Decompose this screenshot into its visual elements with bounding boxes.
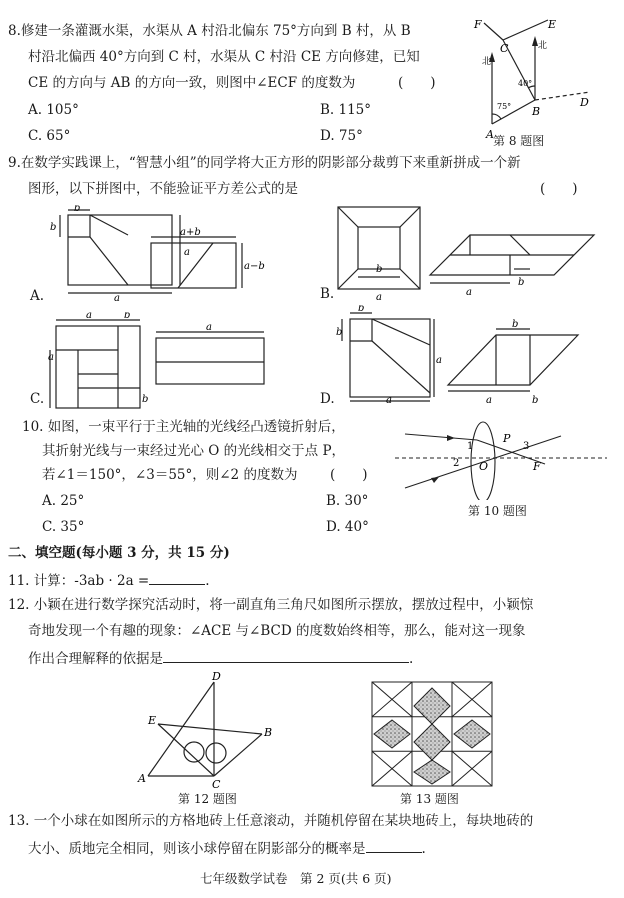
q12-line3-wrap bbox=[28, 648, 413, 668]
q8-ray-cf bbox=[484, 23, 503, 40]
q9b-b-right: b bbox=[518, 277, 525, 288]
q13-answer-blank[interactable] bbox=[366, 838, 422, 853]
q9c-a-right: a bbox=[206, 322, 212, 333]
q12-label-d: D bbox=[212, 670, 221, 683]
q9-option-a[interactable]: A. bbox=[30, 288, 45, 304]
q8-fig-caption: 第 8 题图 bbox=[493, 134, 545, 148]
q13-line2: 大小、质地完全相同，则该小球停留在阴影部分的概率是 bbox=[28, 841, 366, 857]
q10-arrow-1 bbox=[447, 435, 455, 441]
q10-label-o: O bbox=[479, 460, 489, 473]
q12-figure bbox=[128, 670, 288, 788]
q11-prefix: 11. 计算：-3ab · 2a = bbox=[8, 573, 150, 589]
q9d-a-para: a bbox=[486, 395, 492, 405]
q8-label-d: D bbox=[580, 96, 589, 109]
q9-figure-a bbox=[48, 205, 278, 305]
q9a-b-left: b bbox=[50, 222, 57, 233]
q12-line3: 作出合理解释的依据是 bbox=[28, 651, 163, 667]
q10-label-f: F bbox=[533, 460, 541, 473]
q9b-b-inner: b bbox=[376, 264, 383, 275]
q12-line2: 奇地发现一个有趣的现象：∠ACE 与∠BCD 的度数始终相等，那么，能对这一现象 bbox=[28, 623, 526, 639]
q12-label-b: B bbox=[264, 726, 273, 739]
q9b-a-bottom: a bbox=[376, 292, 382, 303]
q10-label-p: P bbox=[503, 432, 511, 445]
q10-label-1: 1 bbox=[467, 441, 474, 452]
q12-answer-blank[interactable] bbox=[163, 648, 409, 663]
q9d-b-top: b bbox=[358, 305, 365, 314]
q10-answer-paren: ( ) bbox=[330, 467, 368, 483]
q10-option-b[interactable]: B. 30° bbox=[326, 493, 369, 509]
q10-option-c[interactable]: C. 35° bbox=[42, 519, 85, 535]
q8-line2: 村沿北偏西 40°方向到 C 村，水渠从 C 村沿 CE 方向修建，已知 bbox=[28, 49, 420, 65]
q12-suffix: . bbox=[409, 651, 414, 667]
q12-side-bc bbox=[214, 734, 262, 776]
q8-label-angle75: 75° bbox=[497, 102, 512, 111]
q9d-a-bottom: a bbox=[386, 395, 392, 405]
q9d-b-para: b bbox=[512, 319, 519, 330]
q8-option-b[interactable]: B. 115° bbox=[320, 102, 372, 118]
q11-question bbox=[8, 570, 210, 590]
q12-label-a: A bbox=[138, 772, 146, 785]
q8-label-b: B bbox=[532, 105, 541, 118]
q12-line1: 12. 小颖在进行数学探究活动时，将一副直角三角尺如图所示摆放，摆放过程中，小颖惊 bbox=[8, 597, 534, 613]
q10-option-d[interactable]: D. 40° bbox=[326, 519, 369, 535]
q8-label-f: F bbox=[474, 18, 482, 31]
q12-label-e: E bbox=[148, 714, 157, 727]
q8-label-north-b: 北 bbox=[538, 41, 548, 51]
page-footer: 七年级数学试卷 第 2 页(共 6 页) bbox=[200, 871, 392, 886]
q8-label-angle40: 40° bbox=[518, 79, 533, 88]
q8-ray-ce bbox=[503, 20, 548, 40]
q9a-amb: a−b bbox=[244, 261, 265, 272]
q9a-a-bottom: a bbox=[114, 293, 120, 304]
q9a-a-right: a bbox=[184, 247, 190, 258]
q9c-b-small: b bbox=[142, 394, 149, 405]
q9-option-b[interactable]: B. bbox=[320, 286, 335, 302]
q9-option-d[interactable]: D. bbox=[320, 391, 335, 407]
q10-label-2: 2 bbox=[453, 458, 460, 469]
q8-option-a[interactable]: A. 105° bbox=[28, 102, 79, 118]
q8-label-north-a: 北 bbox=[482, 57, 492, 67]
q8-label-a: A bbox=[486, 128, 494, 141]
q9-answer-paren: ( ) bbox=[540, 181, 578, 197]
q12-side-eb bbox=[158, 724, 262, 734]
q9c-a-top: a bbox=[86, 312, 92, 321]
q9-option-c[interactable]: C. bbox=[30, 391, 45, 407]
q8-angle75-arc bbox=[492, 114, 501, 119]
q8-label-c: C bbox=[500, 42, 509, 55]
q8-answer-paren: ( ) bbox=[398, 75, 436, 91]
q10-line3: 若∠1＝150°，∠3＝55°，则∠2 的度数为 bbox=[42, 467, 298, 483]
q10-line2: 其折射光线与一束经过光心 O 的光线相交于点 P， bbox=[42, 443, 346, 459]
q12-label-c: C bbox=[212, 778, 221, 788]
q10-arrow-2 bbox=[431, 477, 439, 483]
q8-option-c[interactable]: C. 65° bbox=[28, 128, 71, 144]
q9-figure-b bbox=[336, 205, 598, 305]
q12-circle-1 bbox=[184, 742, 204, 762]
q8-line3: CE 的方向与 AB 的方向一致，则图中∠ECF 的度数为 bbox=[28, 75, 356, 91]
q9c-b-top: b bbox=[124, 312, 131, 321]
q9a-b-top: b bbox=[74, 205, 81, 214]
q9b-a-right: a bbox=[466, 287, 472, 298]
q13-fig-caption: 第 13 题图 bbox=[400, 792, 459, 806]
q12-circle-2 bbox=[206, 743, 226, 763]
q8-option-d[interactable]: D. 75° bbox=[320, 128, 363, 144]
q8-line1: 8.修建一条灌溉水渠，水渠从 A 村沿北偏东 75°方向到 B 村，从 B bbox=[8, 23, 411, 39]
q10-figure bbox=[395, 418, 610, 500]
q9c-a-left: a bbox=[48, 352, 54, 363]
q9-line2: 图形，以下拼图中，不能验证平方差公式的是 bbox=[28, 181, 298, 197]
q13-figure bbox=[370, 680, 494, 790]
q11-suffix: . bbox=[205, 573, 210, 589]
q9-figure-c bbox=[48, 312, 278, 412]
q13-line2-wrap bbox=[28, 838, 426, 858]
q9d-b-left: b bbox=[336, 327, 343, 338]
q13-line1: 13. 一个小球在如图所示的方格地砖上任意滚动，并随机停留在某块地砖上，每块地砖的 bbox=[8, 813, 534, 829]
section-fill-in-title: 二、填空题(每小题 3 分，共 15 分) bbox=[8, 545, 230, 561]
q10-line1: 10. 如图，一束平行于主光轴的光线经凸透镜折射后， bbox=[22, 419, 345, 435]
q9a-apb: a+b bbox=[180, 227, 201, 238]
q9-line1: 9.在数学实践课上，“智慧小组”的同学将大正方形的阴影部分裁剪下来重新拼成一个新 bbox=[8, 155, 521, 171]
q9d-a-right: a bbox=[436, 355, 442, 366]
q10-option-a[interactable]: A. 25° bbox=[42, 493, 85, 509]
q10-label-3: 3 bbox=[523, 441, 530, 452]
q8-label-e: E bbox=[548, 18, 557, 31]
q10-fig-caption: 第 10 题图 bbox=[468, 504, 527, 518]
q10-incoming-ray bbox=[405, 434, 477, 440]
q9-figure-d bbox=[336, 305, 598, 405]
q11-answer-blank[interactable] bbox=[149, 570, 205, 585]
q13-suffix: . bbox=[421, 841, 426, 857]
q9d-b-para2: b bbox=[532, 395, 539, 405]
q12-fig-caption: 第 12 题图 bbox=[178, 792, 237, 806]
